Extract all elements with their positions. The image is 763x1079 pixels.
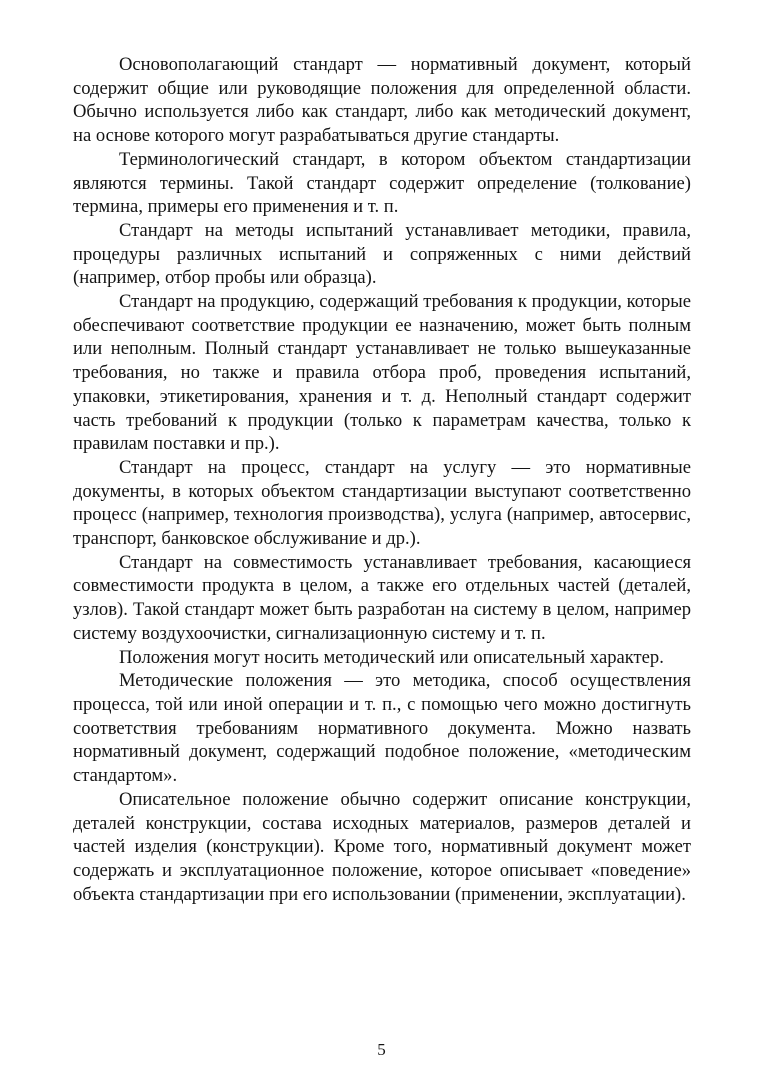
page-number: 5 (377, 1040, 386, 1059)
paragraph-fundamental-standard: Основополагающий стандарт — нормативный документ, который содержит общие или руководящие положения для определенной области. Обычно используется либо как стандарт, либо как методический документ, на основе которого могут разрабатываться другие стандарты. (73, 54, 691, 147)
paragraph-methodical-provisions: Методические положения — это методика, способ осуществления процесса, той или иной операции и т. п., с помощью чего можно достигнуть соответствия требованиям нормативного документа. Можно назвать нормативный документ, содержащий подобное положение, «методическим стандартом». (73, 670, 691, 787)
paragraph-compatibility-standard: Стандарт на совместимость устанавливает требования, касающиеся совместимости продукта в целом, а также его отдельных частей (деталей, узлов). Такой стандарт может быть разработан на систему в целом, например систему воздухоочистки, сигнализационную систему и т. п. (73, 551, 691, 644)
paragraph-terminological-standard: Терминологический стандарт, в котором объектом стандартизации являются термины. Такой стандарт содержит определение (толкование) термина, примеры его применения и т. п. (73, 148, 691, 218)
paragraph-descriptive-provisions: Описательное положение обычно содержит описание конструкции, деталей конструкции, состава исходных материалов, размеров деталей и частей изделия (конструкции). Кроме того, нормативный документ может содержать и эксплуатационное положение, которое описывает «поведение» объекта стандартизации при его использовании (применении, эксплуатации). (73, 788, 691, 905)
paragraph-product-standard: Стандарт на продукцию, содержащий требования к продукции, которые обеспечивают соответствие продукции ее назначению, может быть полным или неполным. Полный стандарт устанавливает не только вышеуказанные требования, но также и правила отбора проб, проведения испытаний, упаковки, этикетирования, хранения и т. д. Неполный стандарт содержит часть требований к продукции (только к параметрам качества, только к правилам поставки и пр.). (73, 291, 691, 455)
page-body (73, 53, 691, 906)
paragraph-test-methods-standard: Стандарт на методы испытаний устанавливает методики, правила, процедуры различных испытаний и сопряженных с ними действий (например, отбор пробы или образца). (73, 219, 691, 289)
paragraph-provisions-character: Положения могут носить методический или описательный характер. (119, 646, 664, 668)
paragraph-process-service-standard: Стандарт на процесс, стандарт на услугу — это нормативные документы, в которых объектом стандартизации выступают соответственно процесс (например, технология производства), услуга (например, автосервис, транспорт, банковское обслуживание и др.). (73, 456, 691, 550)
